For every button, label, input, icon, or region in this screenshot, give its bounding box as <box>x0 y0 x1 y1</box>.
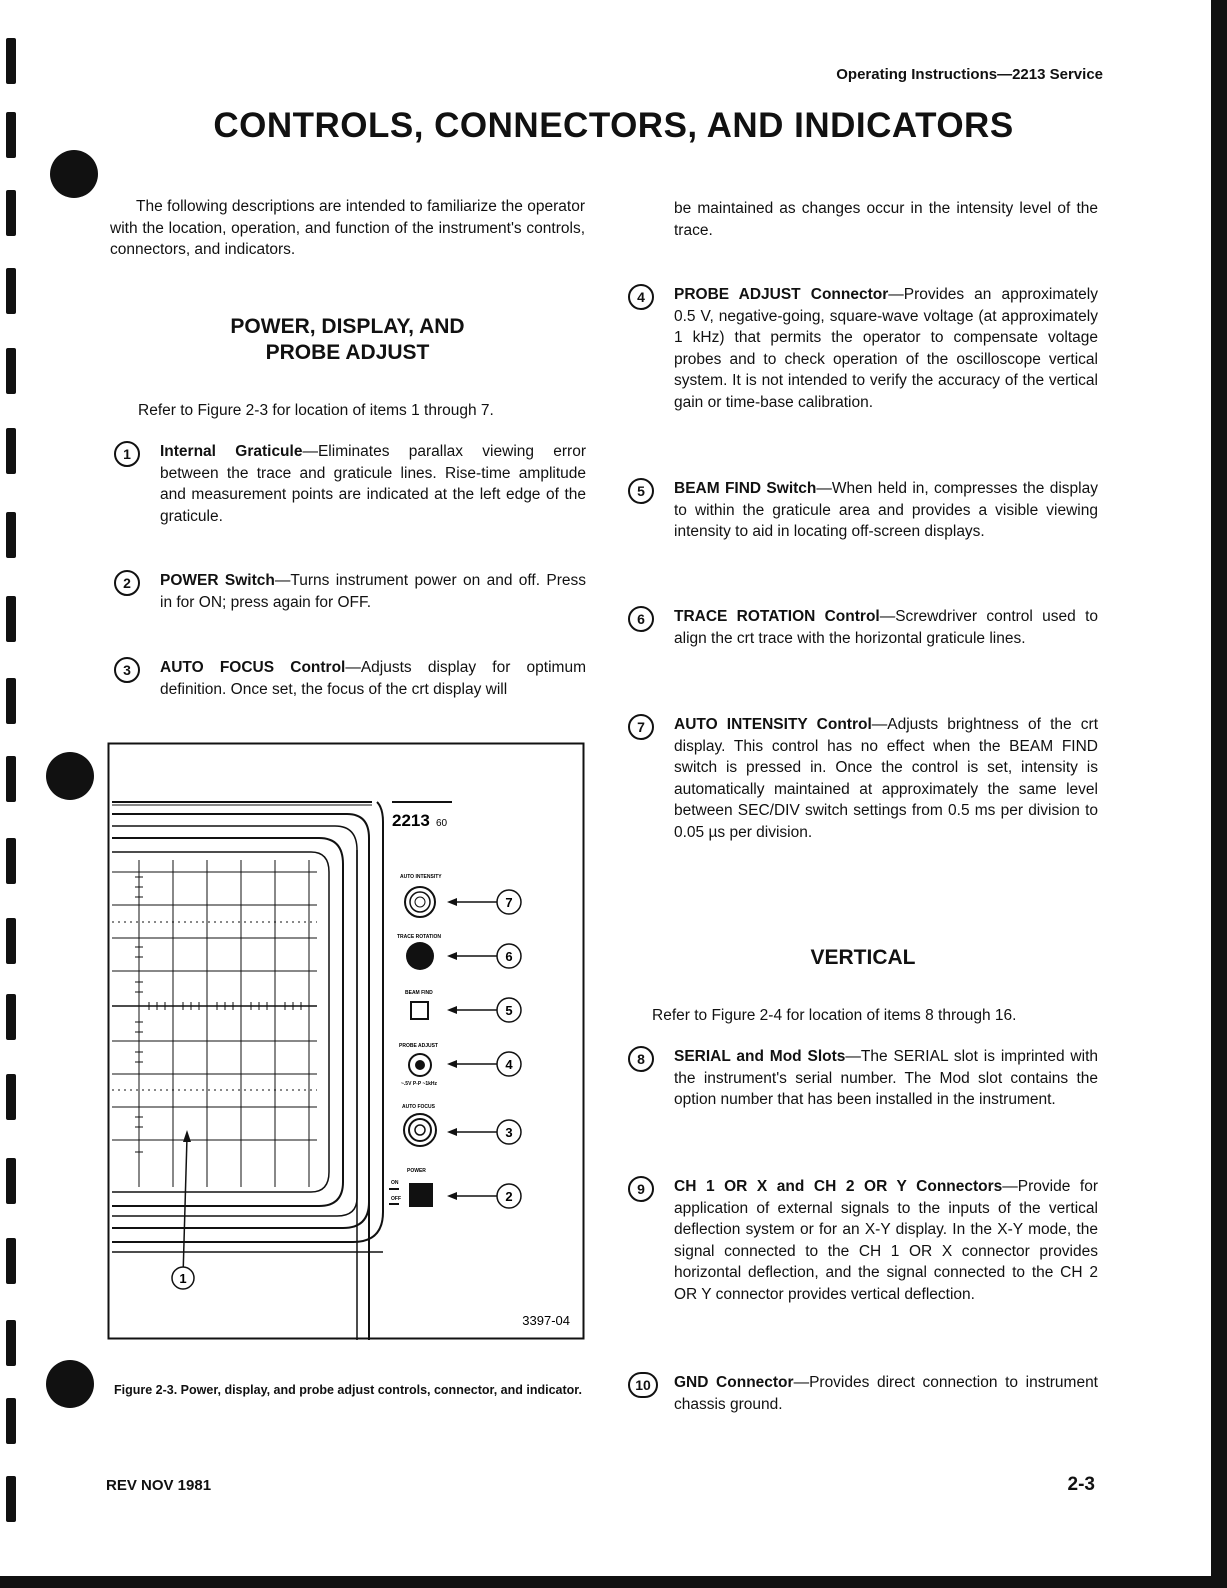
callout-1: 1 <box>179 1271 187 1286</box>
item-desc: —The SERIAL slot is imprinted with the instrument's serial number. The Mod slot contains the option number that has been installed in the instrument. <box>674 1048 1098 1108</box>
page-number: 2-3 <box>1067 1474 1095 1495</box>
item-name: Internal Graticule <box>160 443 303 460</box>
callout-number: 4 <box>628 284 654 310</box>
item-name: TRACE ROTATION Control <box>674 608 880 625</box>
item-4 <box>628 284 1098 413</box>
auto-intensity-knob <box>405 887 435 917</box>
callout-number: 7 <box>628 714 654 740</box>
continued-paragraph: be maintained as changes occur in the intensity level of the trace. <box>674 200 1098 239</box>
punch-hole-bottom <box>46 1360 94 1408</box>
item-desc: —When held in, compresses the display to within the graticule area and provides a visible viewing intensity to aid in locating off-screen displays. <box>674 480 1098 540</box>
page-edge-bottom <box>0 1576 1227 1588</box>
item-2 <box>114 570 586 613</box>
punch-hole-middle <box>46 752 94 800</box>
callout-6: 6 <box>505 949 513 964</box>
callout-5: 5 <box>505 1003 513 1018</box>
item-name: GND Connector <box>674 1374 794 1391</box>
label-on: ON <box>391 1180 399 1186</box>
beam-find-button <box>411 1002 428 1019</box>
item-5 <box>628 478 1098 543</box>
section2-refer: Refer to Figure 2-4 for location of items 8 through 16. <box>652 1007 1017 1024</box>
running-head: Operating Instructions—2213 Service <box>836 66 1103 83</box>
callout-number: 6 <box>628 606 654 632</box>
item-8 <box>628 1046 1098 1111</box>
item-desc: —Adjusts display for optimum definition. Once set, the focus of the crt display will <box>160 659 586 698</box>
callout-number: 10 <box>628 1372 658 1398</box>
callout-number: 9 <box>628 1176 654 1202</box>
label-probe-adjust-sub: ~.5V P-P ~1kHz <box>401 1081 438 1087</box>
item-7 <box>628 714 1098 843</box>
item-desc: —Provides an approximately 0.5 V, negative-going, square-wave voltage (at approximately 1 kHz) that permits the operator to compensate voltage probes and to check operation of the oscilloscope vertical system. It is not intended to verify the accuracy of the vertical gain or time-base calibration. <box>674 286 1098 411</box>
section-heading-line2: PROBE ADJUST <box>265 341 430 364</box>
callout-4: 4 <box>505 1057 513 1072</box>
section-heading-vertical: VERTICAL <box>810 946 916 969</box>
model-label: 2213 <box>392 811 430 830</box>
power-button <box>409 1183 433 1207</box>
item-name: AUTO INTENSITY Control <box>674 716 872 733</box>
callout-number: 5 <box>628 478 654 504</box>
label-probe-adjust: PROBE ADJUST <box>399 1043 438 1049</box>
callout-7: 7 <box>505 895 513 910</box>
callout-2: 2 <box>505 1189 513 1204</box>
trace-rotation-control <box>406 942 434 970</box>
item-name: BEAM FIND Switch <box>674 480 817 497</box>
item-desc: —Provides direct connection to instrument chassis ground. <box>674 1374 1098 1413</box>
item-name: CH 1 OR X and CH 2 OR Y Connectors <box>674 1178 1003 1195</box>
punch-hole-top <box>50 150 98 198</box>
item-name: SERIAL and Mod Slots <box>674 1048 846 1065</box>
label-beam-find: BEAM FIND <box>405 990 433 996</box>
model-suffix: 60 <box>436 818 448 829</box>
probe-adjust-connector <box>409 1054 431 1076</box>
revision-date: REV NOV 1981 <box>106 1477 212 1494</box>
figure-2-3 <box>107 742 585 1340</box>
label-power: POWER <box>407 1168 426 1174</box>
item-desc: —Eliminates parallax viewing error between the trace and graticule lines. Rise-time amplitude and measurement points are indicated at the left edge of the graticule. <box>160 443 587 525</box>
auto-focus-knob <box>404 1114 436 1146</box>
callout-3: 3 <box>505 1125 513 1140</box>
callout-number: 3 <box>114 657 140 683</box>
figure-id: 3397-04 <box>522 1313 570 1328</box>
section-heading-power-display <box>110 314 585 366</box>
item-6 <box>628 606 1098 649</box>
item-3 <box>114 657 586 700</box>
label-auto-intensity: AUTO INTENSITY <box>400 874 442 880</box>
figure-caption: Figure 2-3. Power, display, and probe adjust controls, connector, and indicator. <box>114 1383 582 1397</box>
page-edge-right <box>1211 0 1227 1588</box>
label-auto-focus: AUTO FOCUS <box>402 1104 435 1110</box>
item-1 <box>114 441 586 527</box>
label-off: OFF <box>391 1196 401 1202</box>
section1-refer: Refer to Figure 2-3 for location of items 1 through 7. <box>138 402 494 419</box>
item-9 <box>628 1176 1098 1305</box>
label-trace-rotation: TRACE ROTATION <box>397 934 441 940</box>
item-10 <box>628 1372 1098 1415</box>
callout-number: 8 <box>628 1046 654 1072</box>
item-name: POWER Switch <box>160 572 275 589</box>
item-desc: —Provide for application of external signals to the inputs of the vertical deflection system or for an X-Y display. In the X-Y mode, the signal connected to the CH 1 OR X connector provides horizontal deflection, and the signal connected to the CH 2 OR Y connector provides vertical deflection. <box>674 1178 1098 1303</box>
item-name: PROBE ADJUST Connector <box>674 286 889 303</box>
item-desc: —Adjusts brightness of the crt display. This control has no effect when the BEAM FIND switch is pressed in. Once the control is set, intensity is automatically maintained at approximately the same level between SEC/DIV switch settings from 0.5 ms per division to 0.05 µs per division. <box>674 716 1099 841</box>
callout-number: 1 <box>114 441 140 467</box>
item-desc: —Screwdriver control used to align the crt trace with the horizontal graticule lines. <box>674 608 1098 647</box>
page-title: CONTROLS, CONNECTORS, AND INDICATORS <box>213 106 1014 145</box>
item-desc: —Turns instrument power on and off. Press in for ON; press again for OFF. <box>160 572 586 611</box>
intro-paragraph: The following descriptions are intended to familiarize the operator with the location, operation, and function of the instrument's controls, connectors, and indicators. <box>110 198 585 258</box>
callout-number: 2 <box>114 570 140 596</box>
section-heading-line1: POWER, DISPLAY, AND <box>230 315 465 338</box>
item-name: AUTO FOCUS Control <box>160 659 346 676</box>
